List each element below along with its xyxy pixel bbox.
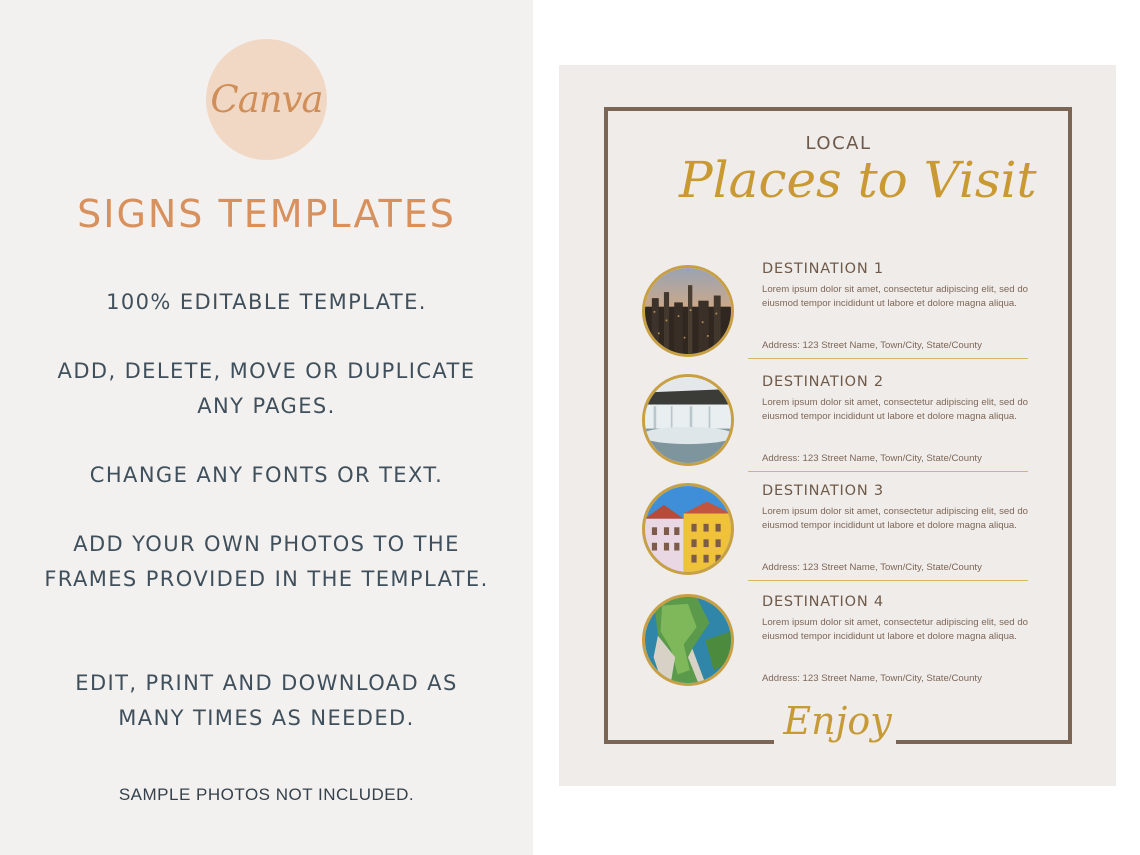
sign-kicker: LOCAL xyxy=(805,133,872,154)
canva-logo-badge xyxy=(206,39,327,160)
destination-address: Address: 123 Street Name, Town/City, State/County xyxy=(762,673,982,684)
feature-photos: ADD YOUR OWN PHOTOS TO THE FRAMES PROVIDED IN THE TEMPLATE. xyxy=(44,532,489,591)
photos-disclaimer: SAMPLE PHOTOS NOT INCLUDED. xyxy=(118,785,415,804)
destination-address: Address: 123 Street Name, Town/City, State/County xyxy=(762,453,982,464)
destination-address: Address: 123 Street Name, Town/City, State/County xyxy=(762,562,982,573)
sign-preview xyxy=(559,65,1116,786)
divider xyxy=(748,358,1028,359)
destination-description: Lorem ipsum dolor sit amet, consectetur adipiscing elit, sed do eiusmod tempor incididunt ut labore et dolore magna aliqua. xyxy=(762,284,1028,309)
coastline-photo xyxy=(642,594,734,686)
destination-address: Address: 123 Street Name, Town/City, State/County xyxy=(762,340,982,351)
destination-description: Lorem ipsum dolor sit amet, consectetur adipiscing elit, sed do eiusmod tempor incididunt ut labore et dolore magna aliqua. xyxy=(762,506,1028,531)
destination-item xyxy=(559,483,1116,593)
destination-item xyxy=(559,374,1116,484)
sign-title: Places to Visit xyxy=(679,151,1037,209)
divider xyxy=(748,471,1028,472)
destination-item xyxy=(559,261,1116,371)
feature-pages: ADD, DELETE, MOVE OR DUPLICATE ANY PAGES. xyxy=(57,359,476,418)
colorful-buildings-photo xyxy=(642,483,734,575)
destination-title: DESTINATION 4 xyxy=(762,594,884,610)
feature-fonts: CHANGE ANY FONTS OR TEXT. xyxy=(89,463,444,487)
canva-logo: Canva xyxy=(210,78,323,121)
destination-title: DESTINATION 2 xyxy=(762,374,884,390)
enjoy-text: Enjoy xyxy=(783,699,892,743)
destination-item xyxy=(559,594,1116,704)
destination-title: DESTINATION 3 xyxy=(762,483,884,499)
divider xyxy=(748,580,1028,581)
feature-download: EDIT, PRINT AND DOWNLOAD AS MANY TIMES AS NEEDED. xyxy=(75,671,458,730)
left-info-panel xyxy=(0,0,533,855)
feature-editable: 100% EDITABLE TEMPLATE. xyxy=(106,290,427,314)
waterfall-photo xyxy=(642,374,734,466)
destination-description: Lorem ipsum dolor sit amet, consectetur adipiscing elit, sed do eiusmod tempor incididunt ut labore et dolore magna aliqua. xyxy=(762,397,1028,422)
page-title: SIGNS TEMPLATES xyxy=(77,192,456,236)
destination-title: DESTINATION 1 xyxy=(762,261,884,277)
city-skyline-photo xyxy=(642,265,734,357)
destination-description: Lorem ipsum dolor sit amet, consectetur adipiscing elit, sed do eiusmod tempor incididunt ut labore et dolore magna aliqua. xyxy=(762,617,1028,642)
